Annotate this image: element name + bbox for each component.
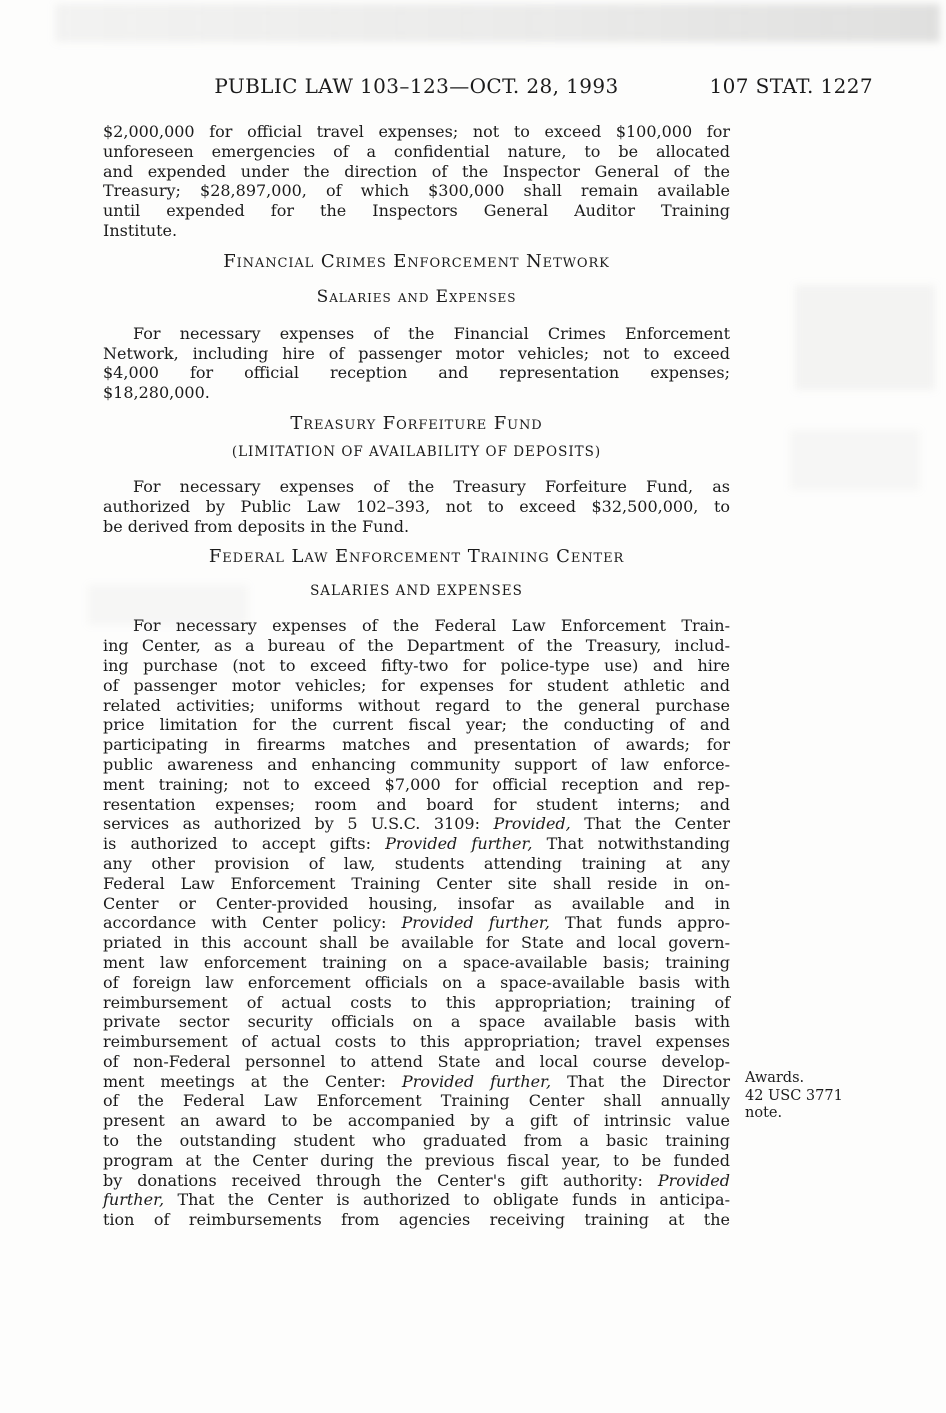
text-line: is authorized to accept gifts: Provided further, That notwithstanding: [103, 834, 731, 854]
text-line: public awareness and enhancing community support of law enforce-: [103, 754, 730, 774]
text-line: ing Center, as a bureau of the Department of the Treasury, includ-: [103, 636, 730, 656]
text-line: of non-Federal personnel to attend State and local course develop-: [103, 1051, 730, 1071]
paragraph-inspector-general-appropriation: [103, 122, 730, 241]
text-line: further, That the Center is authorized to obligate funds in anticipa-: [103, 1190, 730, 1210]
text-line: authorized by Public Law 102–393, not to exceed $32,500,000, to: [103, 496, 730, 516]
paragraph-fincen-appropriation: [103, 324, 730, 403]
margin-note: [745, 1070, 885, 1123]
text-line: program at the Center during the previous fiscal year, to be funded: [103, 1150, 730, 1170]
scan-artifact-right-smudge: [790, 430, 920, 490]
text-line: $2,000,000 for official travel expenses; not to exceed $100,000 for: [103, 122, 730, 141]
statutes-page-number: 107 STAT. 1227: [709, 74, 873, 98]
text-line: ment law enforcement training on a space-available basis; training: [103, 952, 730, 972]
text-line: ment training; not to exceed $7,000 for official reception and rep-: [103, 774, 730, 794]
scan-artifact-right-smudge: [795, 285, 935, 390]
text-line: present an award to be accompanied by a gift of intrinsic value: [103, 1111, 730, 1131]
text-line: resentation expenses; room and board for student interns; and: [103, 794, 730, 814]
text-line: related activities; uniforms without regard to the general purchase: [103, 695, 730, 715]
text-line: For necessary expenses of the Financial Crimes Enforcement: [133, 323, 730, 343]
text-line: For necessary expenses of the Federal Law Enforcement Train-: [133, 616, 730, 636]
running-header: [103, 74, 873, 98]
heading-treasury-forfeiture-fund: Treasury Forfeiture Fund: [290, 412, 543, 434]
text-line: Treasury; $28,897,000, of which $300,000 shall remain available: [103, 181, 730, 201]
text-line: participating in firearms matches and presentation of awards; for: [103, 735, 730, 755]
law-title: PUBLIC LAW 103–123—OCT. 28, 1993: [214, 74, 619, 98]
heading-limitation-of-availability-of-deposits: (LIMITATION OF AVAILABILITY OF DEPOSITS): [231, 443, 602, 460]
text-line: by donations received through the Center's gift authority: Provided: [103, 1170, 730, 1190]
text-line: ing purchase (not to exceed fifty-two for police-type use) and hire: [103, 655, 730, 675]
text-line: Network, including hire of passenger motor vehicles; not to exceed: [103, 343, 730, 363]
text-line: reimbursement of actual costs to this appropriation; training of: [103, 992, 730, 1012]
heading-salaries-and-expenses-fletc: SALARIES AND EXPENSES: [310, 583, 523, 600]
statute-body-text: [103, 122, 730, 1230]
paragraph-fletc-appropriation: [103, 616, 730, 1230]
text-line: price limitation for the current fiscal year; the conducting of and: [103, 715, 730, 735]
text-line: services as authorized by 5 U.S.C. 3109: Provided, That the Center: [103, 814, 731, 834]
text-line: of passenger motor vehicles; for expenses for student athletic and: [103, 675, 730, 695]
text-line: tion of reimbursements from agencies receiving training at the: [103, 1210, 730, 1230]
heading-federal-law-enforcement-training-center: Federal Law Enforcement Training Center: [208, 546, 625, 568]
text-line: Institute.: [103, 220, 178, 240]
text-line: any other provision of law, students attending training at any: [103, 853, 730, 873]
text-line: reimbursement of actual costs to this appropriation; travel expenses: [103, 1032, 730, 1052]
text-line: unforeseen emergencies of a confidential nature, to be allocated: [103, 141, 730, 161]
text-line: of the Federal Law Enforcement Training Center shall annually: [103, 1091, 730, 1111]
text-line: ment meetings at the Center: Provided further, That the Director: [103, 1071, 731, 1091]
paragraph-treasury-forfeiture-fund-appropriation: [103, 477, 730, 536]
margin-note-line: note.: [745, 1105, 783, 1121]
text-line: of foreign law enforcement officials on a space-available basis with: [103, 972, 730, 992]
text-line: private sector security officials on a space available basis with: [103, 1012, 730, 1032]
margin-note-line: Awards.: [745, 1070, 805, 1086]
text-line: accordance with Center policy: Provided further, That funds appro-: [103, 913, 730, 933]
text-line: be derived from deposits in the Fund.: [103, 516, 410, 536]
heading-salaries-and-expenses-fincen: Salaries and Expenses: [316, 286, 517, 307]
scan-artifact-top-band: [55, 4, 940, 42]
text-line: Center or Center-provided housing, insofar as available and in: [103, 893, 730, 913]
text-line: to the outstanding student who graduated from a basic training: [103, 1131, 730, 1151]
text-line: and expended under the direction of the Inspector General of the: [103, 161, 730, 181]
margin-note-line: 42 USC 3771: [745, 1087, 843, 1104]
text-line: Federal Law Enforcement Training Center site shall reside in on-: [103, 873, 730, 893]
heading-financial-crimes-enforcement-network: Financial Crimes Enforcement Network: [223, 250, 610, 272]
text-line: $18,280,000.: [103, 383, 210, 403]
text-line: $4,000 for official reception and representation expenses;: [103, 363, 730, 383]
text-line: priated in this account shall be available for State and local govern-: [103, 933, 730, 953]
text-line: For necessary expenses of the Treasury Forfeiture Fund, as: [133, 476, 730, 496]
text-line: until expended for the Inspectors General Auditor Training: [103, 201, 730, 221]
